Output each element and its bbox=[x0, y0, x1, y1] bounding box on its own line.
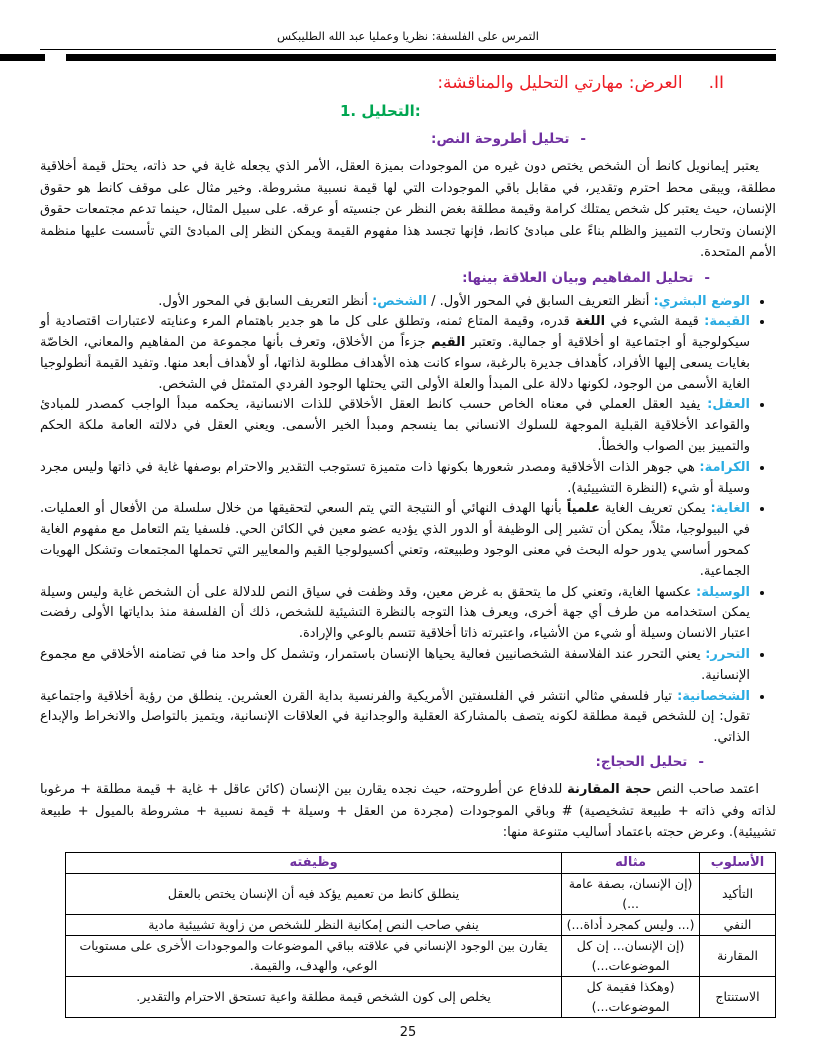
section-heading-presentation bbox=[40, 70, 724, 96]
text-run: جزءاً من الأخلاق، وتعرف بأنها مجموعة من المفاهيم والمعاني، الخاصّة بغايات يسعى إليها الأفراد، كأهداف جديرة بالرغبة، سواء كانت هذه الأهداف مطلوبة لذاتها، أو لأهداف أبعد منها. وتفيد القيمة أنطولوجيا الغاية الأسمى من الوجود، لكونها دلالة على المبدأ والعلة الأولى التي يحتلها الوجود الفردي المتمثل في الشخص. bbox=[40, 335, 750, 392]
concept-item bbox=[40, 499, 750, 582]
subsection-heading-analysis bbox=[40, 99, 776, 123]
table-header-row bbox=[66, 852, 776, 873]
concept-item bbox=[40, 458, 750, 500]
section-numeral: II. bbox=[708, 73, 724, 93]
heading-dash: - bbox=[580, 131, 586, 147]
text-run: اللغة bbox=[575, 314, 606, 330]
concept-term: الشخصانية: bbox=[677, 688, 750, 704]
style-cell: التأكيد bbox=[700, 873, 776, 914]
concept-term: التحرر: bbox=[705, 647, 750, 663]
concept-item bbox=[40, 645, 750, 687]
text-run: عكسها الغاية، وتعني كل ما يتحقق به غرض معين، وقد وظفت في سياق النص للدلالة على أن الشخص غاية وليس وسيلة يمكن استخدامه من طرف أي جهة أخرى، ويعرف هذا التوجه بالنظرة التشيئية للشخص، ذلك أن الفلسفة منذ بداياتها الأولى رفضت اعتبار الانسان وسيلة أو شيء من الأشياء، واعتبرته ذاتا أخلاقية تتسم بالوعي والإرادة. bbox=[40, 584, 750, 642]
running-head-title: التمرس على الفلسفة: نظريا وعمليا عبد الله الطليبكس bbox=[277, 29, 539, 43]
heading-argument-text: تحليل الحجاج: bbox=[595, 754, 688, 771]
subsection-heading-text: التحليل: bbox=[361, 102, 421, 120]
divider-bar-main bbox=[66, 54, 776, 61]
divider-bar-left-stub bbox=[0, 54, 45, 61]
table-row bbox=[66, 873, 776, 914]
heading-argument-analysis bbox=[40, 751, 704, 773]
text-run: حجة المقارنة bbox=[567, 782, 652, 798]
argument-table bbox=[65, 852, 776, 1018]
table-header-cell: وظيفته bbox=[66, 852, 562, 873]
table-row bbox=[66, 976, 776, 1017]
concept-item bbox=[40, 583, 750, 645]
concept-term: الغاية: bbox=[710, 501, 750, 517]
example-cell: (إن الإنسان، بصفة عامة ...) bbox=[562, 873, 700, 914]
concept-term: القيمة: bbox=[704, 314, 750, 330]
concept-term: العقل: bbox=[707, 397, 750, 413]
subsection-number: 1. bbox=[340, 102, 357, 120]
heading-concepts-text: تحليل المفاهيم وبيان العلاقة بينها: bbox=[462, 269, 694, 286]
text-run: قيمة الشيء في bbox=[605, 314, 705, 330]
text-run: أنظر التعريف السابق في المحور الأول. / bbox=[426, 293, 654, 309]
concept-term: الكرامة: bbox=[699, 459, 750, 475]
text-run: اعتمد صاحب النص bbox=[651, 782, 759, 798]
function-cell: يقارن بين الوجود الإنساني في علاقته بباقي الموضوعات والموجودات الأخرى على مستويات الوعي، والهدف، والقيمة. bbox=[66, 935, 562, 976]
text-run: أنظر التعريف السابق في المحور الأول. bbox=[158, 293, 373, 309]
table-row bbox=[66, 935, 776, 976]
page-number: 25 bbox=[399, 1025, 417, 1040]
header-divider bbox=[40, 54, 776, 61]
concept-item bbox=[40, 292, 750, 313]
function-cell: ينفي صاحب النص إمكانية النظر للشخص من زاوية تشييئية مادية bbox=[66, 914, 562, 935]
concept-item bbox=[40, 395, 750, 457]
concept-term: الوسيلة: bbox=[696, 584, 750, 600]
table-header-cell: الأسلوب bbox=[700, 852, 776, 873]
example-cell: (إن الإنسان... إن كل الموضوعات...) bbox=[562, 935, 700, 976]
table-body bbox=[66, 873, 776, 1017]
argument-paragraph bbox=[40, 779, 776, 844]
example-cell: (وهكذا فقيمة كل الموضوعات...) bbox=[562, 976, 700, 1017]
header-rule bbox=[40, 49, 776, 50]
concept-item bbox=[40, 312, 750, 395]
heading-dash: - bbox=[704, 269, 710, 286]
text-run: يعني التحرر عند الفلاسفة الشخصانيين فعالية يحياها الإنسان باستمرار، وتشمل كل واحد منا في تضامنه الأخلاقي مع مجموع الإنسانية. bbox=[40, 647, 750, 683]
table-row bbox=[66, 914, 776, 935]
text-run: القيم bbox=[431, 335, 466, 351]
heading-thesis-text: تحليل أطروحة النص: bbox=[431, 131, 570, 147]
example-cell: (... وليس كمجرد أداة...) bbox=[562, 914, 700, 935]
thesis-paragraph: يعتبر إيمانويل كانط أن الشخص يختص دون غيره من الموجودات بميزة العقل، الأمر الذي يجعله غاية في حد ذاته، يحتل قيمة أخلاقية مطلقة، ويبقى محط احترم وتقدير، في مقابل باقي الموجودات التي لها قيمة نسبية مشروطة. وخير مثال على موقف كانط هو حقوق الإنسان، حيث يعتبر كل شخص يمتلك كرامة وقيمة مطلقة بغض النظر عن جنسيته أو عرقه. على سبيل المثال، حينما تدعم مجتمعات حقوق الإنسان وتحارب التمييز والظلم بناءً على مبادئ كانط، فإنها تجسد هذا مفهوم القيمة ويمكن النظر إلى المبادئ التي تأسست عليها منظمة الأمم المتحدة. bbox=[40, 159, 776, 260]
text-run: قدره، وقيمة المتاع ثمنه، وتطلق على كل ما هو جدير باهتمام المرء وعنايته لاعتبارات اقتصادية أو سيكولوجية أو اجتماعية او أخلاقية أو جمالية. وتعتبر bbox=[40, 314, 751, 351]
concept-item bbox=[40, 687, 750, 749]
heading-concepts-analysis bbox=[40, 267, 710, 289]
function-cell: يخلص إلى كون الشخص قيمة مطلقة واعية تستحق الاحترام والتقدير. bbox=[66, 976, 562, 1017]
table-header-cell: مثاله bbox=[562, 852, 700, 873]
section-heading-text: العرض: مهارتي التحليل والمناقشة: bbox=[437, 73, 683, 93]
text-run: علمياً bbox=[566, 501, 600, 517]
concept-list bbox=[40, 292, 776, 750]
concept-term: الوضع البشري: bbox=[653, 293, 750, 309]
style-cell: النفي bbox=[700, 914, 776, 935]
text-run: بأنها الهدف النهائي أو النتيجة التي يتم السعي لتحقيقها من خلال سلسلة من الأفعال أو العمليات. في البيولوجيا، مثلاً، يمكن أن تشير إلى الوظيفة أو الدور الذي يؤديه عضو معين في الكائن الحي. فلسفيا يتم التعامل مع مفهوم الغاية كمحور أساسي يدور حوله البحث في معنى الوجود وطبيعته، وتعني أكسيولوجيا القيم والمعايير التي تحملها المجتمعات وتشكل الهويات الجماعية. bbox=[40, 501, 750, 579]
text-run: تيار فلسفي مثالي انتشر في الفلسفتين الأمريكية والفرنسية بداية القرن العشرين. ينطلق من رؤية أخلاقية واجتماعية تقول: إن للشخص قيمة مطلقة لكونه يتصف بالمشاركة العقلية والوجدانية في العلاقات الإنسانية، ويتميز بالتواصل والانخراط والإبداع الذاتي. bbox=[40, 688, 750, 746]
text-run: هي جوهر الذات الأخلاقية ومصدر شعورها بكونها ذات متميزة تستوجب التقدير والاحترام بوصفها غاية في ذاتها وليس مجرد وسيلة أو شيء (النظرة التشييئية). bbox=[40, 459, 750, 496]
text-run: يمكن تعريف الغاية bbox=[599, 501, 711, 517]
text-run: يفيد العقل العملي في معناه الخاص حسب كانط العقل الأخلاقي للذات الانسانية، يحكمه مبدأ الواجب كمصدر للمبادئ والقواعد الأخلاقية القبلية الموجهة للسلوك الانساني بما ينسجم ومبدأ الخير الأسمى. ويعني العقل في دلالته العامة ملكة الحكم والتمييز بين الصواب والخطأ. bbox=[40, 397, 750, 455]
concept-term: الشخص: bbox=[372, 293, 427, 309]
text-run: للدفاع عن أطروحته، حيث نجده يقارن بين الإنسان (كائن عاقل + غاية + قيمة مطلقة + مرغوبا لذاته وفي ذاته + طبيعة تشخيصية) # وباقي الموجودات (مجردة من العقل + وسيلة + قيمة نسبية + مشروطة بالميول + طبيعة تشييئية). وعرض حجته باعتماد أساليب متنوعة منها: bbox=[40, 782, 776, 841]
heading-dash: - bbox=[698, 754, 704, 771]
style-cell: المقارنة bbox=[700, 935, 776, 976]
heading-thesis-analysis bbox=[40, 128, 586, 150]
style-cell: الاستنتاج bbox=[700, 976, 776, 1017]
function-cell: ينطلق كانط من تعميم يؤكد فيه أن الإنسان يختص بالعقل bbox=[66, 873, 562, 914]
